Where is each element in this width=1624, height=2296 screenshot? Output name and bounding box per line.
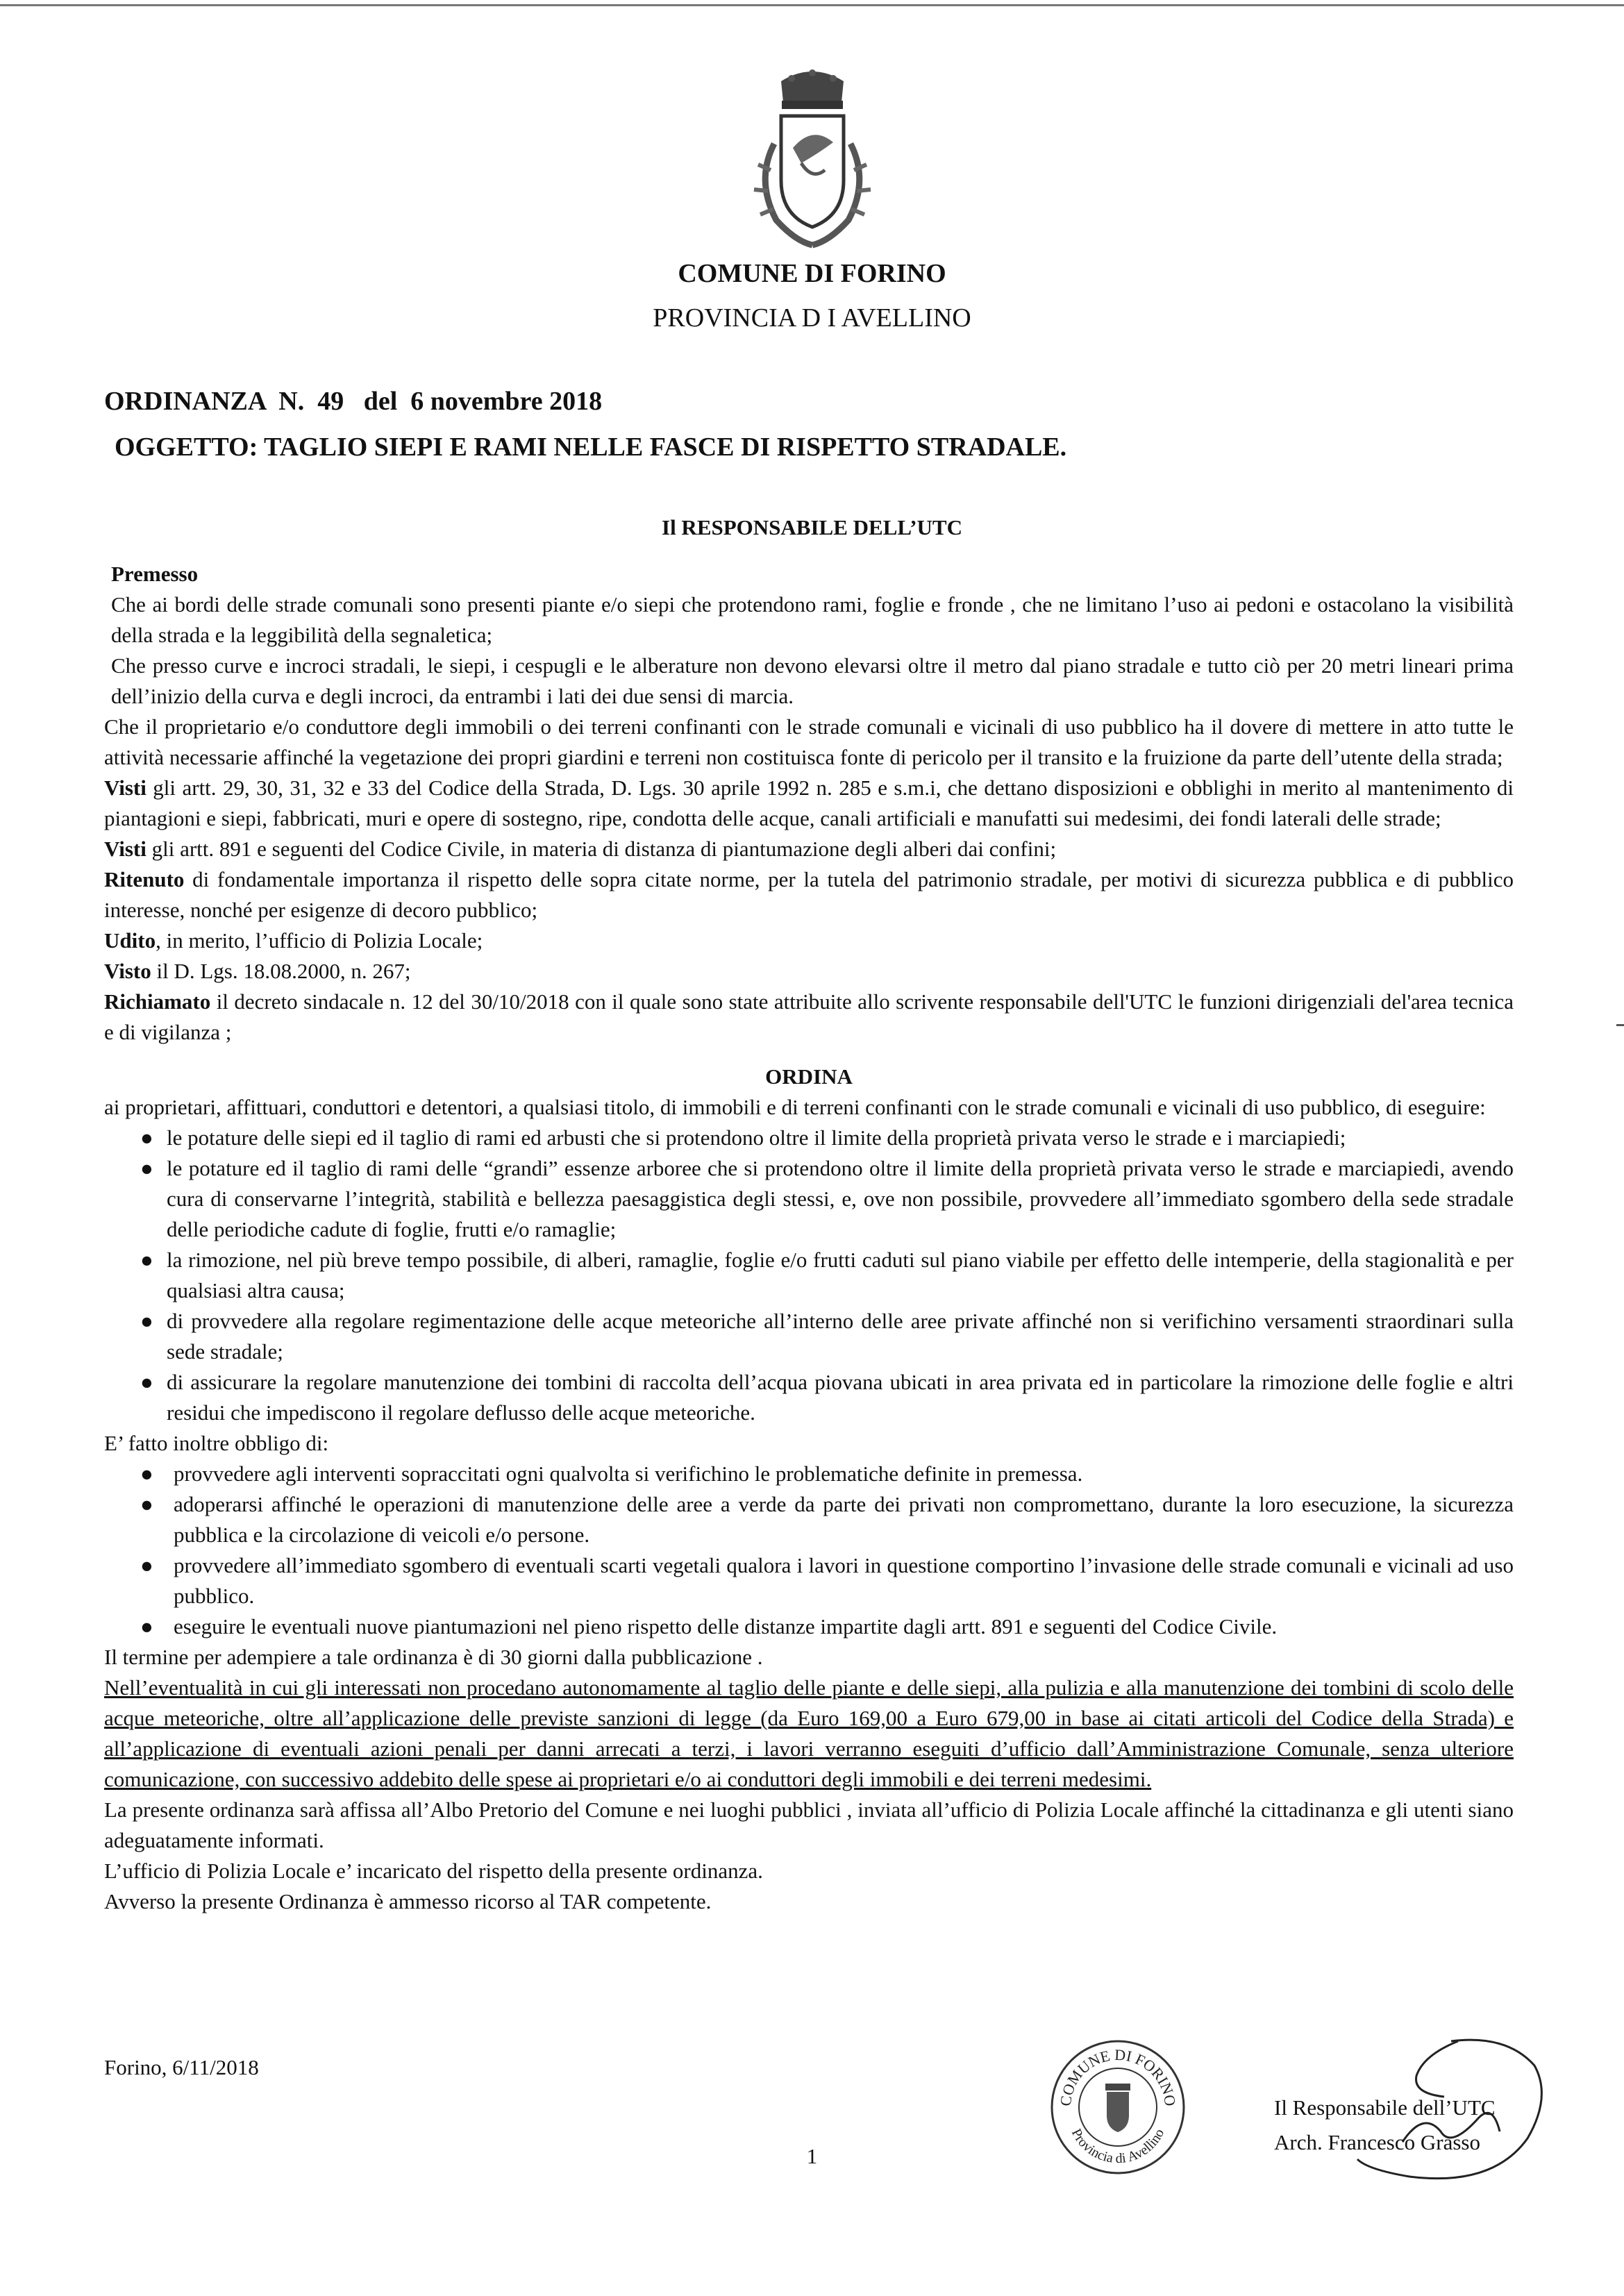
scan-margin-mark — [1616, 1024, 1624, 1026]
legal-basis-paragraph — [104, 864, 1514, 925]
list-item — [104, 1245, 1514, 1306]
bullet-icon: ● — [140, 1553, 153, 1577]
legal-basis-text: di fondamentale importanza il rispetto delle sopra citate norme, per la tutela del patrimonio stradale, per motivi di sicurezza pubblica e di pubblico interesse, nonché per esigenze di decoro pubblico; — [104, 867, 1514, 922]
issuer-heading: Il RESPONSABILE DELL’UTC — [662, 515, 962, 539]
premesso-paragraph: Che presso curve e incroci stradali, le siepi, i cespugli e le alberature non devono elevarsi oltre il metro dal piano stradale e tutto ciò per 20 metri lineari prima dell’inizio della curva e degli incroci, da entrambi i lati dei due sensi di marcia. — [111, 653, 1514, 708]
list-item-text: provvedere agli interventi sopraccitati ogni qualvolta si verifichino le problematiche definite in premessa. — [174, 1461, 1083, 1486]
list-item-text: eseguire le eventuali nuove piantumazioni nel pieno rispetto delle distanze impartite dagli artt. 891 e seguenti del Codice Civile. — [174, 1614, 1278, 1639]
legal-basis-lead: Udito — [104, 928, 156, 953]
enforcement-paragraph: L’ufficio di Polizia Locale e’ incaricato del rispetto della presente ordinanza. — [104, 1859, 763, 1883]
ordina-intro: ai proprietari, affittuari, conduttori e detentori, a qualsiasi titolo, di immobili e di terreni confinanti con le strade comunali e vicinali di uso pubblico, di eseguire: — [104, 1095, 1486, 1119]
list-item — [104, 1550, 1514, 1611]
municipal-crest-emblem — [743, 66, 882, 253]
municipality-name: COMUNE DI FORINO — [678, 259, 946, 288]
ordina-list — [104, 1123, 1514, 1428]
obbligo-intro: E’ fatto inoltre obbligo di: — [104, 1431, 329, 1455]
signatory-role: Il Responsabile dell’UTC — [1274, 2095, 1496, 2120]
page-number: 1 — [806, 2144, 818, 2168]
bullet-icon: ● — [140, 1125, 153, 1150]
legal-basis-text: il decreto sindacale n. 12 del 30/10/2018 con il quale sono state attribuite allo scrivente responsabile dell'UTC le funzioni dirigenziali del'area tecnica e di vigilanza ; — [104, 989, 1514, 1044]
list-item-text: di assicurare la regolare manutenzione dei tombini di raccolta dell’acqua piovana ubicati in area privata ed in particolare la rimozione delle foglie e altri residui che impediscono il regolare deflusso delle acque meteoriche. — [167, 1370, 1514, 1425]
list-item — [104, 1611, 1514, 1642]
legal-basis-lead: Visti — [104, 776, 147, 800]
legal-basis-paragraph — [104, 987, 1514, 1048]
legal-basis-lead: Richiamato — [104, 989, 211, 1014]
bullet-icon: ● — [140, 1156, 153, 1180]
obbligo-list — [104, 1459, 1514, 1642]
list-item — [104, 1367, 1514, 1428]
legal-basis-text: il D. Lgs. 18.08.2000, n. 267; — [151, 959, 411, 983]
list-item — [104, 1459, 1514, 1489]
premesso-paragraph: Che il proprietario e/o conduttore degli immobili o dei terreni confinanti con le strade comunali e vicinali di uso pubblico ha il dovere di mettere in atto tutte le attività necessarie affinché la vegetazione dei propri giardini e terreni non costituisca fonte di pericolo per il transito e la fruizione da parte dell’utente della strada; — [104, 714, 1514, 769]
premesso-paragraph: Che ai bordi delle strade comunali sono presenti piante e/o siepi che protendono rami, foglie e fronde , che ne limitano l’uso ai pedoni e ostacolano la visibilità della strada e la leggibilità della segnaletica; — [111, 592, 1514, 647]
publication-paragraph: La presente ordinanza sarà affissa all’Albo Pretorio del Comune e nei luoghi pubblici , inviata all’ufficio di Polizia Locale affinché la cittadinanza e gli utenti siano adeguatamente informati. — [104, 1798, 1514, 1852]
stamp-bottom-text: Provincia di Avellino — [1068, 2126, 1168, 2167]
list-item-text: le potature delle siepi ed il taglio di rami ed arbusti che si protendono oltre il limite della proprietà privata verso le strade e i marciapiedi; — [167, 1125, 1346, 1150]
list-item-text: di provvedere alla regolare regimentazione delle acque meteoriche all’interno delle aree private affinché non si verifichino versamenti straordinari sulla sede stradale; — [167, 1309, 1514, 1364]
bullet-icon: ● — [140, 1248, 153, 1272]
sanctions-paragraph: Nell’eventualità in cui gli interessati non procedano autonomamente al taglio delle piante e delle siepi, alla pulizia e alla manutenzione dei tombini di scolo delle acque meteoriche, oltre all’applicazione delle previste sanzioni di legge (da Euro 169,00 a Euro 679,00 in base ai citati articoli del Codice della Strada) e all’applicazione di eventuali azioni penali per danni arrecati a terzi, i lavori verranno eseguiti d’ufficio dall’Amministrazione Comunale, senza ulteriore comunicazione, con successivo addebito delle spese ai proprietari e/o ai conduttori degli immobili e dei terreni medesimi. — [104, 1675, 1514, 1791]
bullet-icon: ● — [140, 1614, 153, 1639]
list-item — [104, 1489, 1514, 1550]
legal-basis-lead: Visto — [104, 959, 151, 983]
list-item-text: la rimozione, nel più breve tempo possibile, di alberi, ramaglie, foglie e/o frutti caduti sul piano viabile per effetto delle intemperie, della stagionalità e per qualsiasi altra causa; — [167, 1248, 1514, 1302]
ordina-heading: ORDINA — [765, 1064, 853, 1089]
place-and-date: Forino, 6/11/2018 — [104, 2055, 259, 2079]
signatory-name: Arch. Francesco Grasso — [1274, 2130, 1480, 2154]
ordinance-body — [104, 559, 1514, 1917]
bullet-icon: ● — [140, 1461, 153, 1486]
legal-basis-paragraph — [104, 834, 1514, 864]
list-item — [104, 1123, 1514, 1153]
province-name: PROVINCIA D I AVELLINO — [653, 303, 971, 333]
legal-basis-paragraph — [104, 773, 1514, 834]
ordinance-number: ORDINANZA N. 49 del 6 novembre 2018 — [104, 387, 603, 416]
legal-basis-text: gli artt. 29, 30, 31, 32 e 33 del Codice della Strada, D. Lgs. 30 aprile 1992 n. 285 e s.m.i, che dettano disposizioni e obblighi in merito al mantenimento di piantagioni e siepi, fabbricati, muri e opere di sostegno, ripe, condotta delle acque, canali artificiali e manufatti sui medesimi, dei fondi laterali delle strade; — [104, 776, 1514, 830]
bullet-icon: ● — [140, 1492, 153, 1516]
legal-basis-text: , in merito, l’ufficio di Polizia Locale; — [156, 928, 483, 953]
legal-basis-lead: Visti — [104, 837, 147, 861]
legal-basis-paragraph — [104, 925, 1514, 956]
legal-basis-text: gli artt. 891 e seguenti del Codice Civile, in materia di distanza di piantumazione degli alberi dai confini; — [146, 837, 1057, 861]
premesso-heading: Premesso — [111, 562, 199, 586]
scan-top-edge — [0, 4, 1624, 6]
ordinance-subject: OGGETTO: TAGLIO SIEPI E RAMI NELLE FASCE DI RISPETTO STRADALE. — [115, 433, 1067, 462]
bullet-icon: ● — [140, 1370, 153, 1394]
list-item-text: provvedere all’immediato sgombero di eventuali scarti vegetali qualora i lavori in questione comportino l’invasione delle strade comunali e vicinali ad uso pubblico. — [174, 1553, 1514, 1608]
bullet-icon: ● — [140, 1309, 153, 1333]
deadline-paragraph: Il termine per adempiere a tale ordinanza è di 30 giorni dalla pubblicazione . — [104, 1645, 763, 1669]
appeal-paragraph: Avverso la presente Ordinanza è ammesso ricorso al TAR competente. — [104, 1889, 712, 1913]
legal-basis-paragraph — [104, 956, 1514, 987]
list-item-text: le potature ed il taglio di rami delle “grandi” essenze arboree che si protendono oltre il limite della proprietà privata verso le strade e marciapiedi, avendo cura di conservarne l’integrità, stabilità e bellezza paesaggistica degli stessi, e, ove non possibile, provvedere all’immediato sgombero della sede stradale delle periodiche cadute di foglie, frutti e/o ramaglie; — [167, 1156, 1514, 1241]
list-item-text: adoperarsi affinché le operazioni di manutenzione delle aree a verde da parte dei privati non compromettano, durante la loro esecuzione, la sicurezza pubblica e la circolazione di veicoli e/o persone. — [174, 1492, 1514, 1547]
legal-basis-lead: Ritenuto — [104, 867, 185, 891]
list-item — [104, 1306, 1514, 1367]
list-item — [104, 1153, 1514, 1245]
stamp-top-text: COMUNE DI FORINO — [1056, 2045, 1180, 2107]
